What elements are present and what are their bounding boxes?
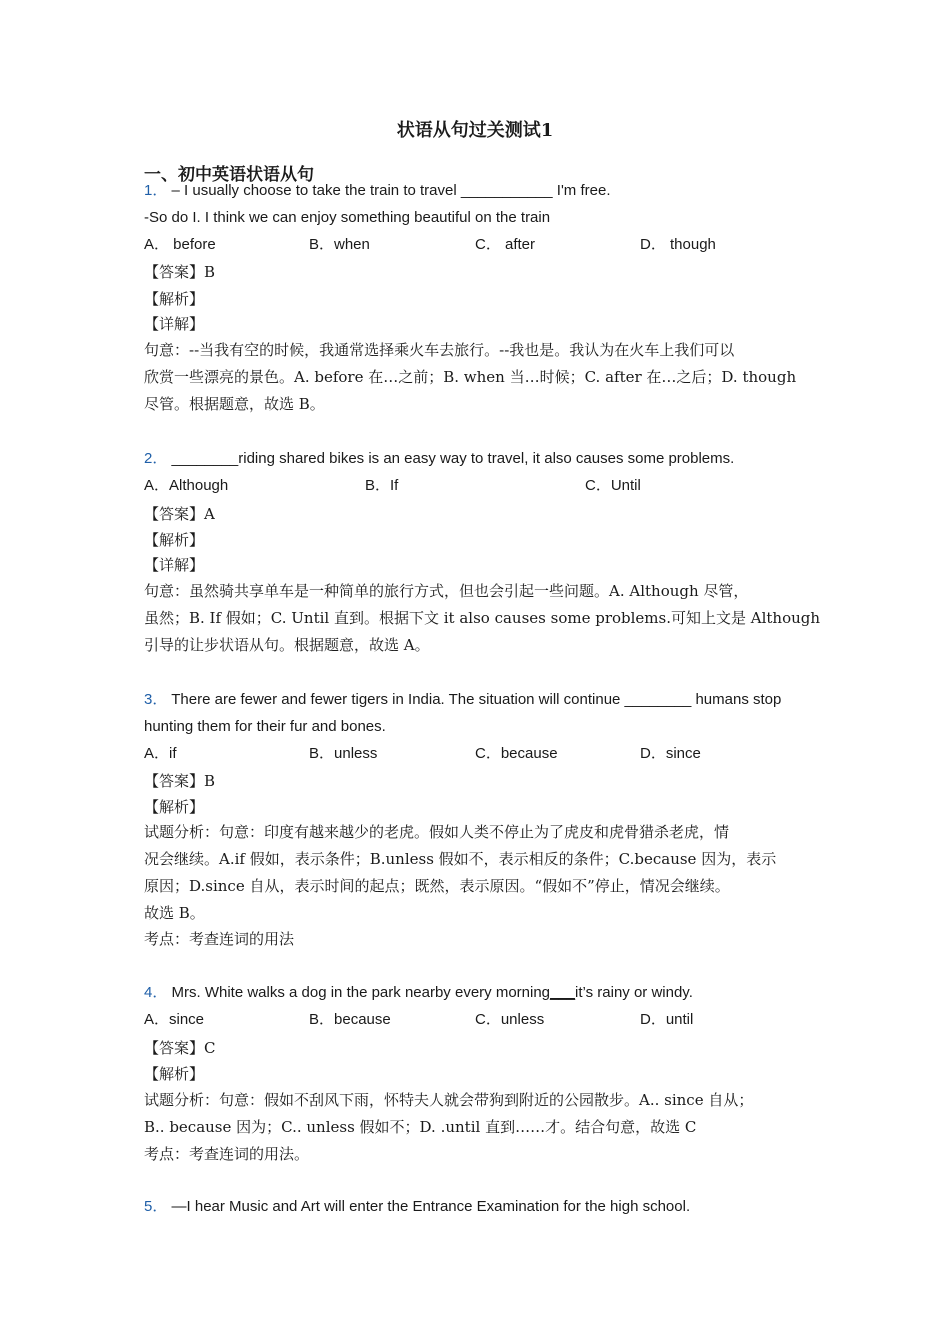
test-point: 考点：考查连词的用法。 [144, 1145, 310, 1163]
option-d: D．since [640, 745, 701, 762]
explanation-line: 尽管。根据题意，故选 B。 [144, 395, 325, 413]
explanation-line: 况会继续。A.if 假如，表示条件；B.unless 假如不，表示相反的条件；C.because 因为，表示 [144, 850, 777, 868]
detail-label: 【详解】 [144, 315, 205, 333]
answer-blank: ___ [550, 984, 576, 1001]
explanation-line: 试题分析：句意：假如不刮风下雨，怀特夫人就会带狗到附近的公园散步。A.. since 自从； [144, 1091, 754, 1109]
option-c: C．Until [585, 477, 641, 494]
question-1 [144, 181, 611, 201]
option-b: B．If [365, 477, 399, 494]
question-text: —I hear Music and Art will enter the Entrance Examination for the high school. [171, 1198, 691, 1215]
explanation-line: 虽然；B. If 假如；C. Until 直到。根据下文 it also causes some problems.可知上文是 Although [144, 609, 821, 627]
explanation-line: 试题分析：句意：印度有越来越少的老虎。假如人类不停止为了虎皮和虎骨猎杀老虎，情 [144, 823, 730, 841]
question-text: There are fewer and fewer tigers in India. The situation will continue ________ humans stop [171, 691, 782, 708]
explanation-line: 引导的让步状语从句。根据题意，故选 A。 [144, 636, 430, 654]
question-text: – I usually choose to take the train to travel ___________ I'm free. [171, 182, 611, 199]
explanation-line: 原因；D.since 自从，表示时间的起点；既然，表示原因。“假如不”停止，情况会继续。 [144, 877, 730, 895]
option-b: B．unless [309, 745, 378, 762]
option-a: A．if [144, 745, 177, 762]
option-d: D． though [640, 236, 716, 253]
option-c: C． after [475, 236, 536, 253]
question-text: ________riding shared bikes is an easy way to travel, it also causes some problems. [171, 450, 735, 467]
explanation-line: B.. because 因为；C.. unless 假如不；D. .until 直到……才。结合句意，故选 C [144, 1118, 697, 1136]
option-a: A． before [144, 236, 216, 253]
detail-label: 【详解】 [144, 556, 205, 574]
question-number: 5． [144, 1198, 168, 1215]
explanation-line: 欣赏一些漂亮的景色。A. before 在…之前；B. when 当…时候；C. after 在…之后；D. though [144, 368, 797, 386]
question-number: 1． [144, 182, 168, 199]
answer: 【答案】A [144, 505, 215, 523]
option-a: A．Although [144, 477, 229, 494]
page-title: 状语从句过关测试1 [396, 120, 554, 141]
answer: 【答案】B [144, 772, 216, 790]
explanation-line: 句意：虽然骑共享单车是一种简单的旅行方式，但也会引起一些问题。A. Although 尽管， [144, 582, 749, 600]
explanation-line: 故选 B。 [144, 904, 205, 922]
explanation-line: 句意：--当我有空的时候，我通常选择乘火车去旅行。--我也是。我认为在火车上我们可以 [144, 341, 735, 359]
option-c: C．unless [475, 1011, 545, 1028]
question-text: it’s rainy or windy. [575, 984, 693, 1001]
question-text-line2: hunting them for their fur and bones. [144, 718, 386, 735]
question-3 [144, 690, 781, 710]
section-heading: 一、初中英语状语从句 [144, 165, 314, 185]
answer: 【答案】B [144, 263, 216, 281]
option-d: D．until [640, 1011, 694, 1028]
answer: 【答案】C [144, 1039, 216, 1057]
question-2 [144, 449, 734, 469]
question-5 [144, 1197, 690, 1217]
question-4 [144, 983, 693, 1003]
analysis-label: 【解析】 [144, 290, 205, 308]
option-c: C．because [475, 745, 558, 762]
analysis-label: 【解析】 [144, 1065, 205, 1083]
analysis-label: 【解析】 [144, 798, 205, 816]
question-number: 4． [144, 984, 168, 1001]
question-text: Mrs. White walks a dog in the park nearby every morning [171, 984, 551, 1001]
question-text-line2: -So do I. I think we can enjoy something beautiful on the train [144, 209, 551, 226]
option-b: B．when [309, 236, 370, 253]
test-point: 考点：考查连词的用法 [144, 930, 295, 948]
analysis-label: 【解析】 [144, 531, 205, 549]
option-b: B．because [309, 1011, 391, 1028]
question-number: 3． [144, 691, 168, 708]
question-number: 2． [144, 450, 168, 467]
option-a: A．since [144, 1011, 205, 1028]
